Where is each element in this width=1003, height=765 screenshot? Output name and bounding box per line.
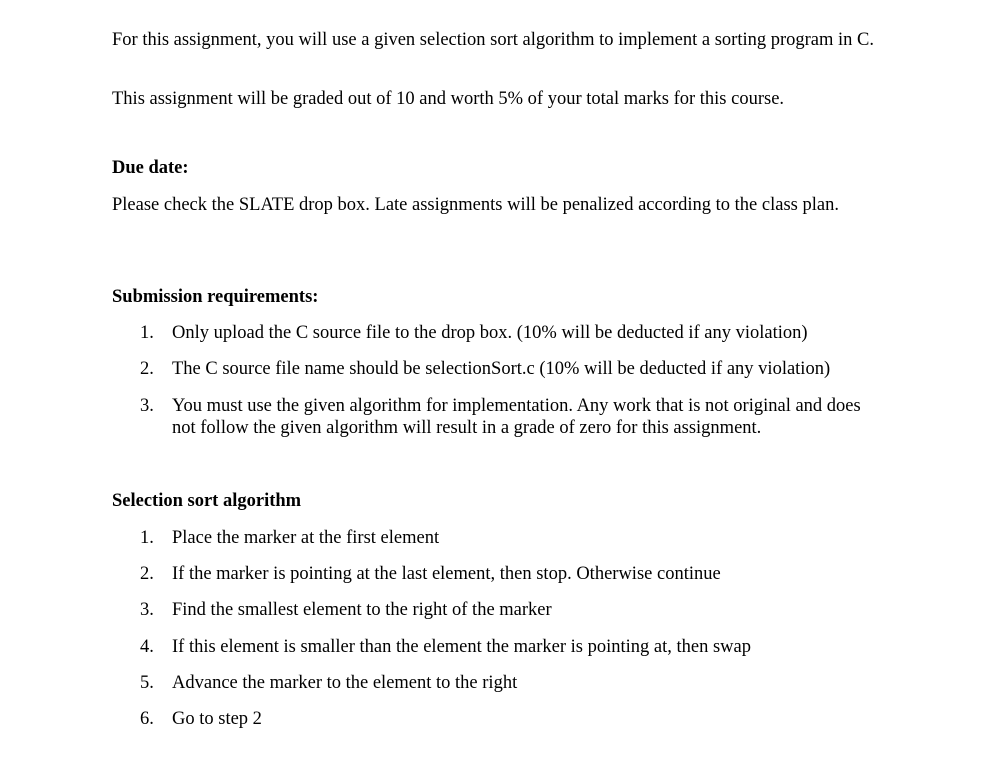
list-text: If the marker is pointing at the last element, then stop. Otherwise continue [172,564,721,584]
intro-paragraph: For this assignment, you will use a given selection sort algorithm to implement a sorting program in C. [112,30,874,50]
list-number: 6. [140,709,154,729]
list-text: The C source file name should be selectionSort.c (10% will be deducted if any violation) [172,359,831,379]
list-number: 1. [140,323,154,343]
algorithm-heading: Selection sort algorithm [112,491,302,511]
list-item [140,527,900,549]
list-number: 1. [140,528,154,548]
list-item [140,708,900,730]
list-number: 2. [140,359,154,379]
list-item [140,322,900,344]
list-number: 3. [140,396,154,416]
list-text: Advance the marker to the element to the right [172,673,518,693]
list-item [140,395,880,439]
submission-heading: Submission requirements: [112,287,319,307]
list-number: 2. [140,564,154,584]
list-text: If this element is smaller than the element the marker is pointing at, then swap [172,637,751,657]
list-text: You must use the given algorithm for implementation. Any work that is not original and does not follow the given algorithm will result in a grade of zero for this assignment. [172,396,861,438]
list-item [140,636,900,658]
list-number: 5. [140,673,154,693]
list-number: 4. [140,637,154,657]
list-number: 3. [140,600,154,620]
due-date-text: Please check the SLATE drop box. Late assignments will be penalized according to the class plan. [112,195,839,215]
list-text: Only upload the C source file to the drop box. (10% will be deducted if any violation) [172,323,808,343]
list-text: Find the smallest element to the right of the marker [172,600,552,620]
list-item [140,672,900,694]
grading-paragraph: This assignment will be graded out of 10 and worth 5% of your total marks for this course. [112,89,785,109]
list-item [140,358,900,380]
due-date-heading: Due date: [112,158,189,178]
list-item [140,599,900,621]
list-text: Go to step 2 [172,709,262,729]
list-text: Place the marker at the first element [172,528,440,548]
list-item [140,563,900,585]
